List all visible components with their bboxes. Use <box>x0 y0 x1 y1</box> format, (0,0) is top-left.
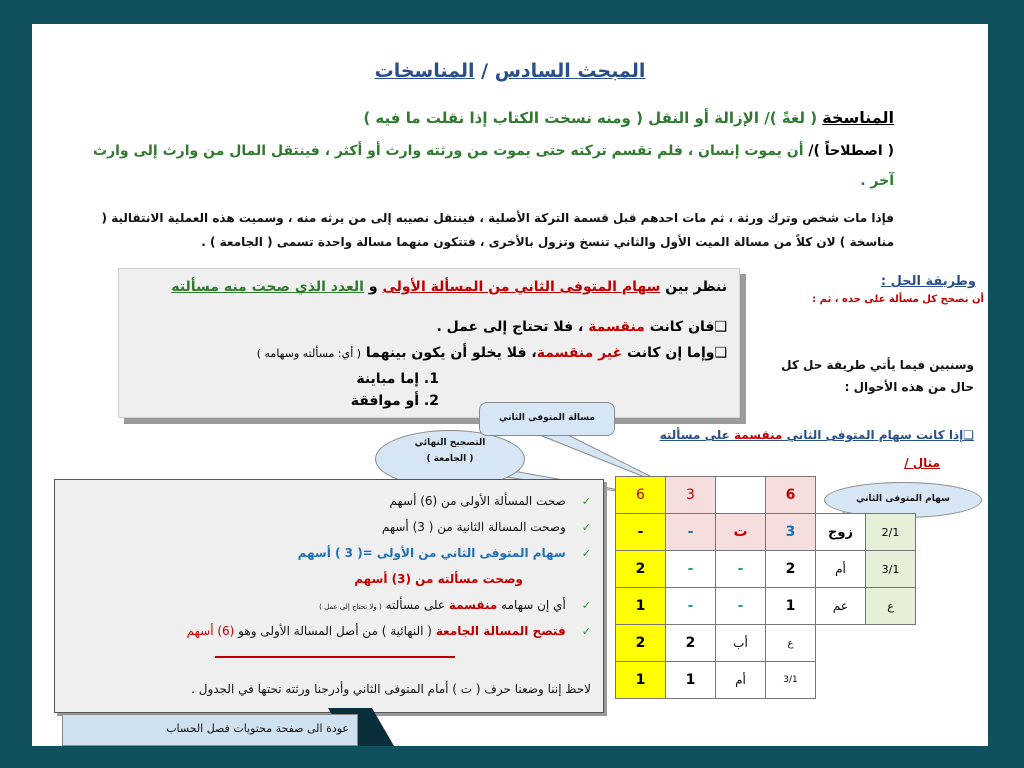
table-cell: 3 <box>766 514 816 551</box>
explain-text-3: سهام المتوفى الثاني من الأولى =( 3 ) أسهم <box>297 546 566 560</box>
table-cell: - <box>716 588 766 625</box>
term-label: المناسخة <box>822 108 894 127</box>
title-sep: / <box>474 60 495 82</box>
case-title-b: منقسمة <box>733 428 783 442</box>
explain-text-5c: على مسألته <box>381 598 449 612</box>
check-icon: ✓ <box>581 547 591 560</box>
table-cell: ع <box>766 625 816 662</box>
rule-line2-d: ( أي: مسألته وسهامه ) <box>256 347 362 360</box>
check-icon: ✓ <box>581 521 591 534</box>
option-2: 2. أو موافقة <box>350 393 439 409</box>
table-cell <box>816 625 866 662</box>
explain-text-4: وصحت مسألته من (3) أسهم <box>354 572 523 586</box>
table-row <box>616 588 916 625</box>
callout-final-text2: ( الجامعة ) <box>426 454 474 464</box>
table-cell: 6 <box>616 477 666 514</box>
callout-final-text: التصحيح النهائي <box>414 438 486 448</box>
table-cell <box>816 662 866 699</box>
table-cell <box>816 477 866 514</box>
callout-second-problem: مسالة المتوفى الثاني <box>479 402 615 436</box>
explain-line-2 <box>382 520 591 534</box>
back-to-contents-link[interactable] <box>62 714 358 746</box>
rule-line2-c: ، فلا يخلو أن يكون بينهما <box>361 345 537 361</box>
case-title-c: على مسألته <box>659 428 734 442</box>
table-cell: أب <box>716 625 766 662</box>
rule-line2-a: ❑وإما إن كانت <box>622 345 727 361</box>
table-cell: - <box>716 551 766 588</box>
explain-line-4 <box>354 572 523 586</box>
rule-head-d: العدد الذي صحت منه مسألته <box>171 279 364 295</box>
table-cell: - <box>666 551 716 588</box>
rule-line1-a: ❑فان كانت <box>644 319 727 335</box>
method-intro: وسنبين فيما يأتي طريقة حل كل حال من هذه الأحوال : <box>781 358 974 394</box>
table-cell: - <box>666 588 716 625</box>
explain-line-3 <box>298 546 591 560</box>
table-cell <box>866 477 916 514</box>
table-cell: - <box>666 514 716 551</box>
table-cell: 2 <box>666 625 716 662</box>
tech-term: ( اصطلاحاً )/ <box>808 143 894 159</box>
rule-head-b: سهام المتوفى الثاني من المسألة الأولى <box>382 279 661 295</box>
table-row <box>616 551 916 588</box>
explain-text-5a: أي إن سهامه <box>497 598 566 612</box>
lang-text: ( لغةً )/ الإزالة أو النقل ( ومنه نسخت الكتاب إذا نقلت ما فيه ) <box>363 109 823 127</box>
table-cell: - <box>616 514 666 551</box>
check-icon: ✓ <box>581 495 591 508</box>
rule-line2-b: غير منقسمة <box>536 345 623 361</box>
table-cell: ت <box>716 514 766 551</box>
check-icon: ✓ <box>581 625 591 638</box>
table-cell: 2 <box>616 625 666 662</box>
explain-text-6b: ( النهائية ) من أصل المسالة الأولى وهو <box>234 624 436 638</box>
explain-text-6c: (6) أسهم <box>186 624 235 638</box>
table-cell: 2 <box>766 551 816 588</box>
table-row <box>616 477 916 514</box>
title-sub: المناسخات <box>374 60 475 82</box>
intro-paragraph: فإذا مات شخص وترك ورثة ، ثم مات احدهم قبل قسمة التركة الأصلية ، فينتقل نصيبه إلى من يرثه منه ، وسميت هذه العملية الانتقالية ( مناسخة ) لان كلاً من مسالة الميت الأول والثاني تنسخ وتزول بالأخرى ، فتتكون منهما مسالة واحدة تسمى ( الجامعة ) . <box>101 211 894 249</box>
table-cell <box>866 662 916 699</box>
explain-line-1 <box>390 494 592 508</box>
table-cell: 2 <box>616 551 666 588</box>
explain-line-5 <box>319 598 591 612</box>
back-link-label: عودة الى صفحة محتويات فصل الحساب <box>166 722 349 735</box>
explain-text-2: وصحت المسالة الثانية من ( 3) أسهم <box>381 520 566 534</box>
table-cell <box>866 625 916 662</box>
explain-line-6 <box>187 624 591 638</box>
explain-text-5d: ( ولا نحتاج إلى عمل ) <box>319 603 382 611</box>
example-label: مثال / <box>904 456 940 470</box>
explain-text-5b: منقسمة <box>448 598 498 612</box>
table-cell: 1 <box>666 662 716 699</box>
title-main: المبحث السادس <box>494 60 646 82</box>
table-cell: أم <box>716 662 766 699</box>
table-row <box>616 514 916 551</box>
explanation-box <box>54 479 604 713</box>
table-cell: 2/1 <box>866 514 916 551</box>
explain-text-6a: فتصح المسالة الجامعة <box>435 624 566 638</box>
divider <box>215 656 455 658</box>
rule-head-c: و <box>363 279 383 295</box>
callout-second-shares: سهام المتوفى الثاني <box>824 482 982 518</box>
table-cell: ع <box>866 588 916 625</box>
table-cell: زوج <box>816 514 866 551</box>
rule-line1-b: منقسمة <box>588 319 645 335</box>
tech-text: أن يموت إنسان ، فلم تقسم تركته حتى يموت من ورثته وارث أو أكثر ، فينتقل المال من وارث إلى وارث آخر . <box>93 143 894 189</box>
table-cell: 1 <box>616 588 666 625</box>
rule-head-a: ننظر بين <box>660 279 727 295</box>
slide <box>32 24 988 746</box>
table-cell: 3/1 <box>766 662 816 699</box>
table-cell <box>716 477 766 514</box>
table-row <box>616 662 916 699</box>
table-cell: 6 <box>766 477 816 514</box>
rule-line1-c: ، فلا تحتاج إلى عمل . <box>436 319 589 335</box>
method-subtitle: أن نصحح كل مسألة على حده ، ثم : <box>812 294 984 305</box>
check-icon: ✓ <box>581 599 591 612</box>
explain-text-1: صحت المسألة الأولى من (6) أسهم <box>389 494 566 508</box>
option-1: 1. إما مباينة <box>356 371 439 387</box>
case-title-a: ❑إذا كانت سهام المتوفى الثاني <box>782 428 974 442</box>
explain-line-7: لاحظ إننا وضعنا حرف ( ت ) أمام المتوفى الثاني وأدرجنا ورثته تحتها في الجدول . <box>191 682 591 696</box>
table-cell: 1 <box>616 662 666 699</box>
table-cell: أم <box>816 551 866 588</box>
table-cell: 3/1 <box>866 551 916 588</box>
example-table <box>615 476 916 699</box>
table-cell: 1 <box>766 588 816 625</box>
table-cell: عم <box>816 588 866 625</box>
table-row <box>616 625 916 662</box>
method-title: وطريقة الحل : <box>880 274 976 289</box>
table-cell: 3 <box>666 477 716 514</box>
